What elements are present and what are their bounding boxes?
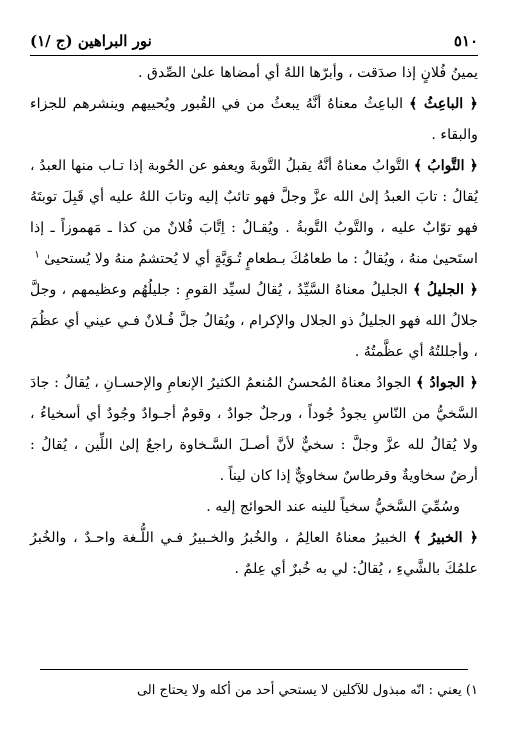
entry-term: ﴿ الجليلُ ﴾: [412, 282, 479, 298]
running-title: نور البراهين (ج /١): [30, 32, 152, 50]
entry-term: ﴿ الخبيرُ ﴾: [413, 530, 479, 546]
entry-at-tawwab: [30, 151, 478, 275]
footnote: ١) يعني : انّه مبذول للآكلين لا يستحي أحد من أكله ولا يحتاج الى: [136, 683, 478, 698]
main-text: [30, 58, 478, 585]
paragraph-text: وسُمِّيَ السَّخيُّ سخياً للينه عند الحوائج إليه .: [206, 499, 460, 515]
entry-text: الخبيرُ معناهُ العالِمُ ، والخُبرُ والخـبيرُ فـي اللُّـغة واحـدٌ ، والخُبرُ علمُكَ بالشَّيءِ ، يُقالُ: لي به خُبرٌ أي عِلمٌ .: [30, 530, 478, 577]
entry-al-jalil: [30, 275, 478, 368]
entry-al-khabir: [30, 523, 478, 585]
page-number: ٥١٠: [453, 32, 478, 50]
entry-term: ﴿ التَّوابُ ﴾: [413, 158, 478, 174]
paragraph-sakhi: [30, 492, 478, 523]
entry-text: الباعِثُ معناهُ أنَّهُ يبعثُ من في القُبور ويُحييهم وينشرهم للجزاء والبقاء .: [30, 96, 478, 143]
entry-al-jawad: [30, 368, 478, 492]
paragraph-text: يمينُ فُلانٍ إذا صدَقت ، وأبرّها اللهُ أي أمضاها علىٰ الصِّدق .: [138, 65, 478, 81]
paragraph-intro: [30, 58, 478, 89]
entry-term: ﴿ الباعِثُ ﴾: [409, 96, 478, 112]
footnote-rule: [40, 669, 468, 670]
entry-term: ﴿ الجوادُ ﴾: [416, 375, 478, 391]
header-rule: [30, 55, 478, 56]
entry-text: الجليلُ معناهُ السَّيِّدُ ، يُقالُ لسيِّد القومِ : جليلُهُم وعظيمهم ، وجلَّ جلالُ الله فهو الجليلُ ذو الجلال والإكرام ، ويُقالُ جلَّ فُـلانٌ فـي عيني أي عظُمَ ، وأجللتُهُ أي عظَّمتُهُ .: [30, 282, 478, 360]
entry-text: الجوادُ معناهُ المُحسنُ المُنعمُ الكثيرُ الإنعامِ والإحسـانِ ، يُقالُ : جادَ السَّخيُّ من النّاسِ يجودُ جُوداً ، ورجلٌ جوادٌ ، وقومٌ أجـوادٌ وجُودٌ أي أسخياءُ ، ولا يُقالُ لله عزَّ وجلَّ : سخيٌّ لأنَّ أصـلَ السَّـخاوة راجعٌ إلىٰ اللِّين ، يُقالُ : أرضٌ سخاويةٌ وقرطاسٌ سخاويٌّ إذا كان ليناً .: [30, 375, 478, 484]
footnote-marker: ١: [34, 249, 40, 261]
page-header: [30, 28, 478, 54]
entry-text: التَّوابُ معناهُ أنَّهُ يقبلُ التَّوبةَ ويعفو عن الحُوبة إذا تـاب منها العبدُ ، يُقالُ : تابَ العبدُ إلىٰ الله عزَّ وجلَّ فهو تائبٌ إليه وتابَ اللهُ عليه أي قَبِلَ توبتَهُ فهو توّابٌ عليه ، والتَّوبُ التَّوبةُ . ويُقـالُ : اِتَّابَ فُلانٌ من كذا ـ مَهموزاً ـ إذا استَحيىٰ منهُ ، ويُقالُ : ما طعامُكَ بـطعامٍ تُـوَيَّةٍ أي لا يُحتشمُ منهُ ولا يُستحيىٰ: [30, 158, 478, 267]
entry-al-baith: [30, 89, 478, 151]
